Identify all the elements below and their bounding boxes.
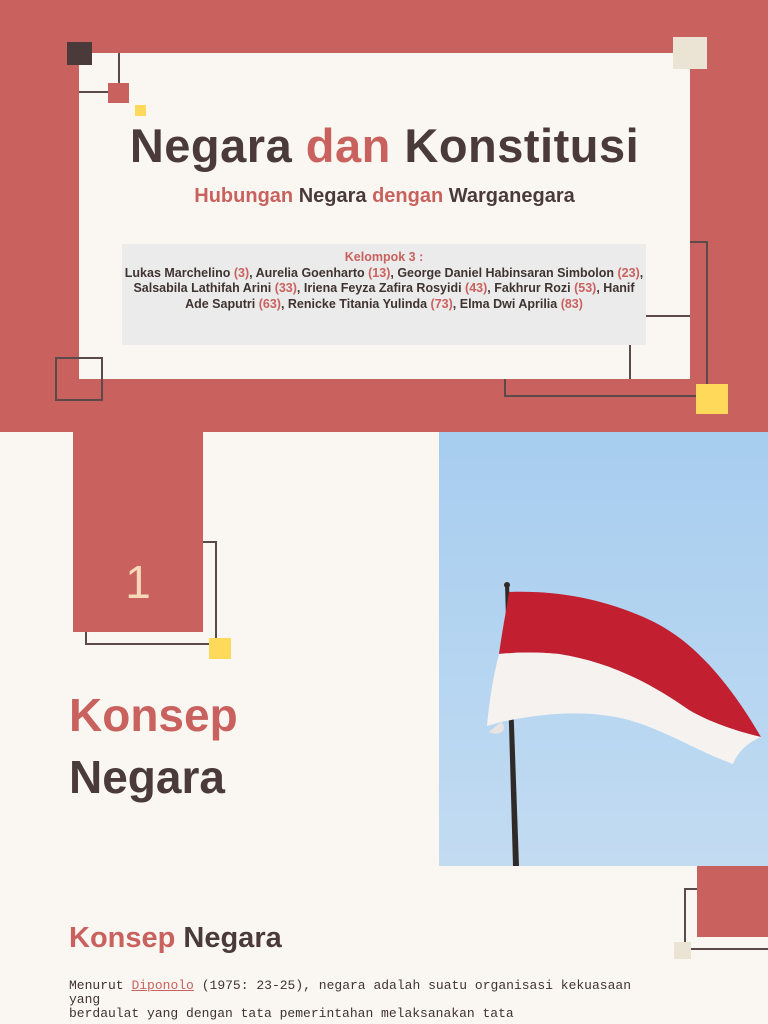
decor-square-yellow bbox=[135, 105, 146, 116]
member-number: (83) bbox=[560, 296, 583, 311]
decor-square-beige bbox=[673, 37, 707, 69]
member-separator: , bbox=[280, 296, 288, 311]
decor-line bbox=[646, 315, 690, 317]
decor-square-yellow bbox=[209, 638, 231, 659]
member-name: Aurelia Goenharto bbox=[255, 265, 369, 280]
decor-square-dark bbox=[67, 42, 92, 65]
member-name: George Daniel Habinsaran Simbolon bbox=[397, 265, 618, 280]
member-name: Salsabila Lathifah Arini bbox=[133, 281, 275, 295]
group-members-box bbox=[122, 244, 646, 345]
member-number: (63) bbox=[258, 296, 281, 311]
section-heading-line2: Negara bbox=[69, 751, 225, 803]
member-separator: , bbox=[296, 281, 304, 295]
member-number: (23) bbox=[617, 265, 640, 280]
member-name: Hanif Ade Saputri bbox=[185, 281, 635, 311]
decor-line bbox=[504, 395, 708, 397]
member-number: (13) bbox=[368, 265, 391, 280]
member-name: Fakhrur Rozi bbox=[494, 281, 575, 295]
member-separator: , bbox=[596, 281, 604, 295]
members-list bbox=[125, 266, 643, 311]
section-heading-line1: Konsep bbox=[69, 689, 238, 741]
decor-rect-red bbox=[697, 866, 768, 937]
slide-title: Konsep Negara bbox=[69, 922, 282, 954]
member-number: (73) bbox=[430, 296, 453, 311]
group-label: Kelompok 3 : bbox=[344, 250, 424, 264]
member-separator: , bbox=[390, 265, 398, 280]
member-separator: , bbox=[639, 265, 644, 280]
presentation-title: Negara dan Konstitusi bbox=[129, 119, 640, 172]
decor-line bbox=[629, 345, 631, 379]
member-number: (43) bbox=[465, 281, 488, 295]
diponolo-link[interactable]: Diponolo bbox=[131, 978, 194, 993]
decor-square-red bbox=[108, 83, 129, 103]
presentation-subtitle: Hubungan Negara dengan Warganegara bbox=[194, 185, 575, 207]
body-paragraph: Menurut Diponolo (1975: 23-25), negara adalah suatu organisasi kekuasaan yang berdaulat yang dengan tata pemerintahan melaksanakan tata bbox=[69, 978, 631, 1021]
member-name: Iriena Feyza Zafira Rosyidi bbox=[303, 281, 466, 295]
title-accent: dan bbox=[305, 119, 391, 172]
member-number: (3) bbox=[233, 265, 250, 280]
decor-outline-square bbox=[55, 357, 103, 401]
decor-line bbox=[706, 241, 708, 397]
decor-line bbox=[504, 379, 506, 397]
member-number: (53) bbox=[574, 281, 597, 295]
decor-square-beige bbox=[674, 942, 691, 959]
member-name: Elma Dwi Aprilia bbox=[459, 296, 561, 311]
decor-square-yellow bbox=[696, 384, 728, 414]
flag-photo bbox=[439, 432, 768, 866]
member-separator: , bbox=[249, 265, 256, 280]
member-separator: , bbox=[452, 296, 460, 311]
member-name: Renicke Titania Yulinda bbox=[287, 296, 431, 311]
section-number: 1 bbox=[125, 556, 151, 608]
member-name: Lukas Marchelino bbox=[124, 265, 234, 280]
decor-line bbox=[79, 91, 109, 93]
member-separator: , bbox=[487, 281, 495, 295]
indonesian-flag-icon bbox=[439, 432, 768, 866]
member-number: (33) bbox=[274, 281, 297, 295]
